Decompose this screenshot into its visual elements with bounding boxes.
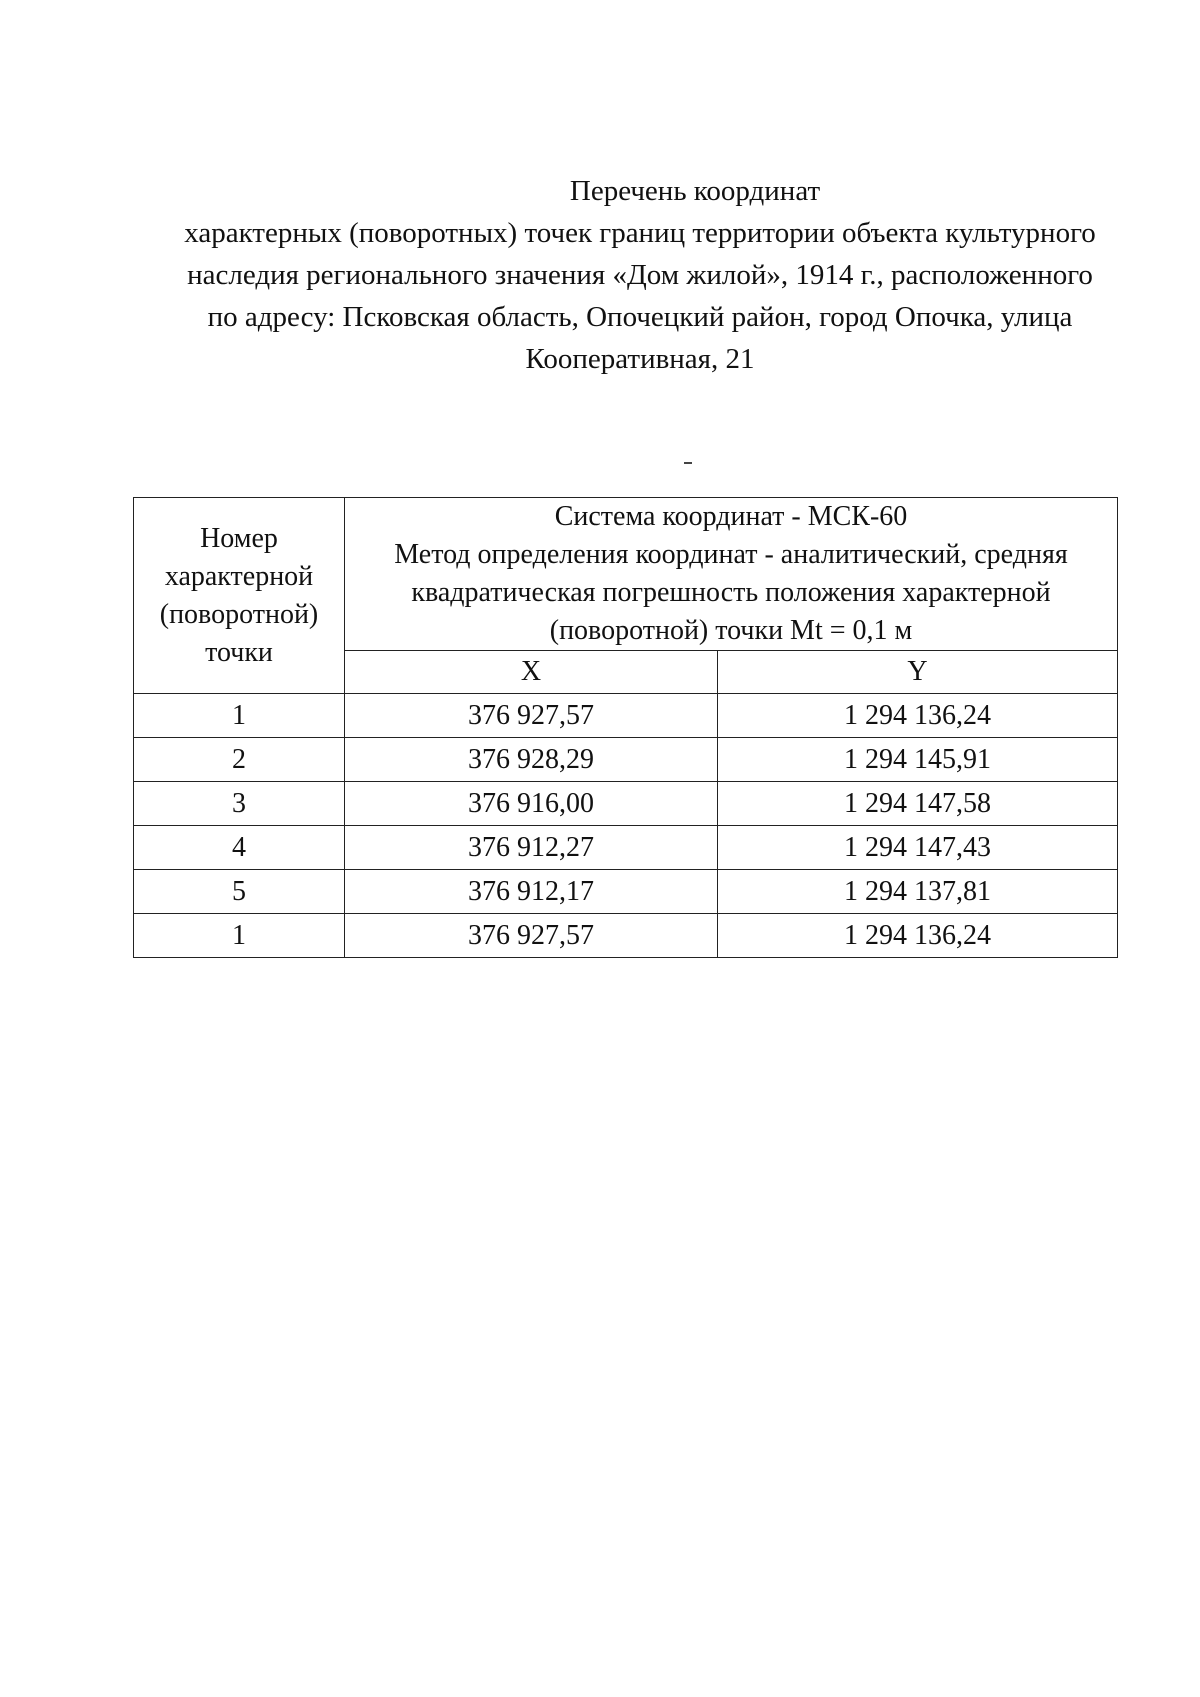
system-header-line: (поворотной) точки Mt = 0,1 м [549, 615, 913, 646]
table-row [134, 694, 1118, 738]
point-header-line: Номер [200, 522, 278, 554]
x-coordinate-cell: 376 927,57 [345, 694, 718, 738]
table-row [134, 914, 1118, 958]
coordinates-table [133, 497, 1118, 958]
y-coordinate-cell: 1 294 147,43 [718, 826, 1118, 870]
x-coordinate-cell: 376 912,17 [345, 870, 718, 914]
point-number-cell: 5 [134, 870, 345, 914]
y-coordinate-cell: 1 294 147,58 [718, 782, 1118, 826]
x-coordinate-cell: 376 927,57 [345, 914, 718, 958]
title-line: по адресу: Псковская область, Опочецкий район, город Опочка, улица [207, 301, 1073, 333]
title-line: характерных (поворотных) точек границ территории объекта культурного [184, 217, 1096, 249]
point-number-cell: 4 [134, 826, 345, 870]
x-coordinate-cell: 376 912,27 [345, 826, 718, 870]
x-coordinate-cell: 376 928,29 [345, 738, 718, 782]
point-number-cell: 2 [134, 738, 345, 782]
y-coordinate-cell: 1 294 136,24 [718, 914, 1118, 958]
point-number-cell: 3 [134, 782, 345, 826]
title-line: Кооперативная, 21 [525, 343, 755, 375]
x-column-header: X [345, 651, 718, 694]
system-header-line: квадратическая погрешность положения характерной [411, 577, 1051, 608]
table-row [134, 738, 1118, 782]
title-line: Перечень координат [569, 175, 821, 207]
table-header-row [134, 498, 1118, 651]
document-title [150, 170, 1130, 380]
y-coordinate-cell: 1 294 137,81 [718, 870, 1118, 914]
y-coordinate-cell: 1 294 136,24 [718, 694, 1118, 738]
stray-scan-mark [684, 462, 692, 464]
point-header-line: характерной [164, 560, 314, 592]
y-coordinate-cell: 1 294 145,91 [718, 738, 1118, 782]
system-header-line: Система координат - МСК-60 [554, 501, 908, 532]
point-number-cell: 1 [134, 914, 345, 958]
point-header-line: точки [205, 636, 273, 668]
point-number-header [134, 498, 345, 694]
point-number-cell: 1 [134, 694, 345, 738]
system-header-line: Метод определения координат - аналитический, средняя [394, 539, 1068, 570]
point-header-line: (поворотной) [159, 598, 319, 630]
table-row [134, 870, 1118, 914]
coordinate-system-header [345, 498, 1118, 651]
title-line: наследия регионального значения «Дом жилой», 1914 г., расположенного [187, 259, 1093, 291]
x-coordinate-cell: 376 916,00 [345, 782, 718, 826]
table-row [134, 826, 1118, 870]
y-column-header: Y [718, 651, 1118, 694]
table-row [134, 782, 1118, 826]
